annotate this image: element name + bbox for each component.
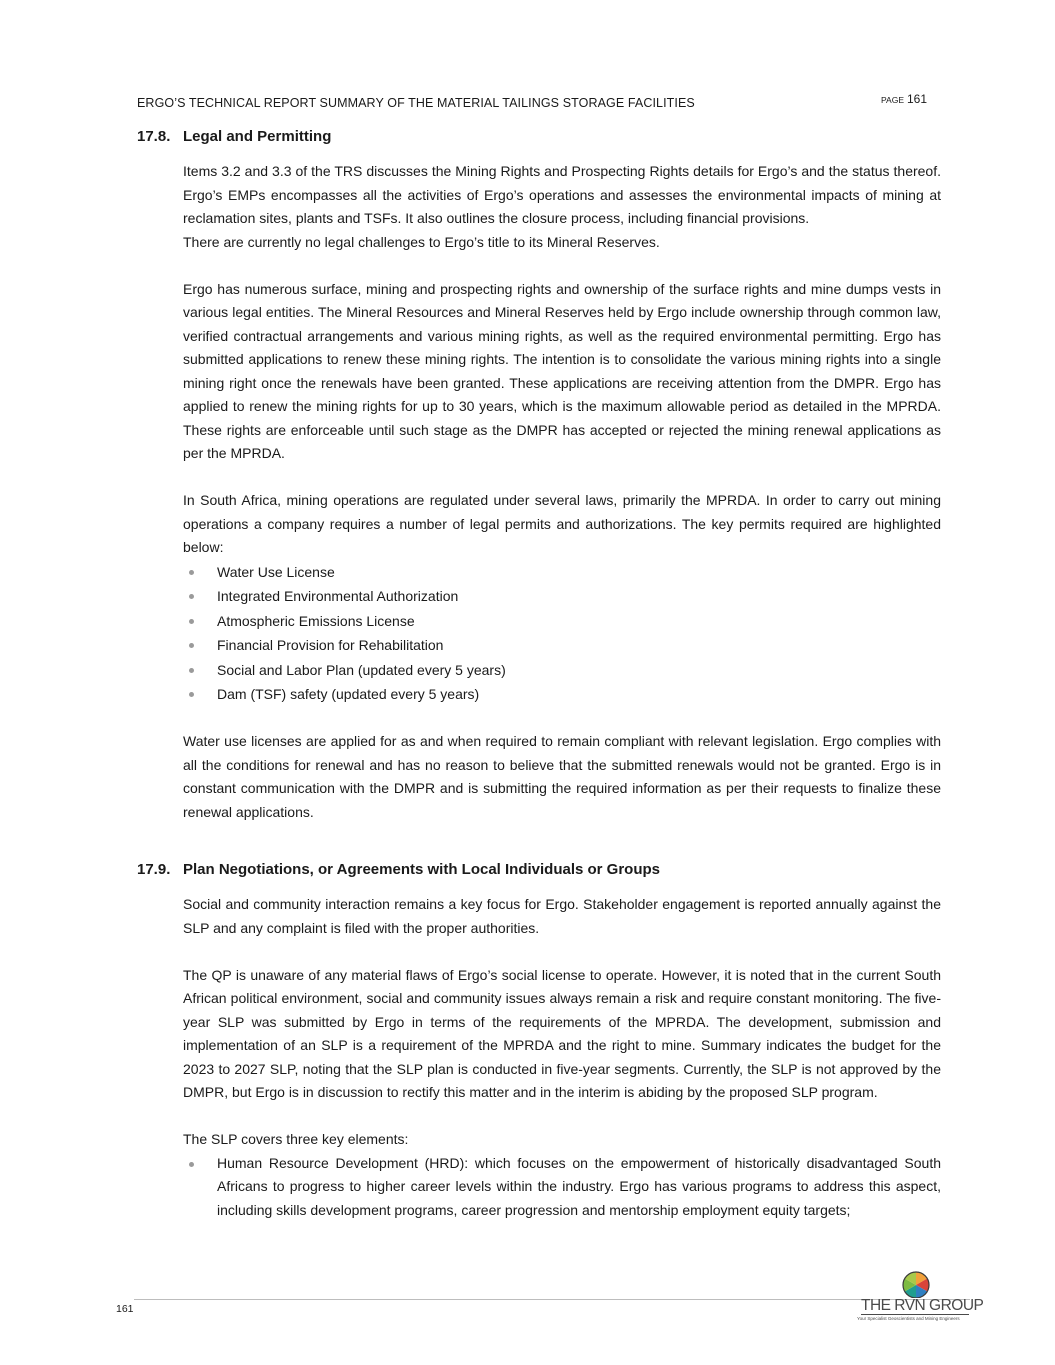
footer-divider [134, 1299, 970, 1300]
bullet-icon [189, 668, 194, 673]
bullet-icon [189, 619, 194, 624]
list-item: Water Use License [183, 560, 941, 585]
paragraph: Social and community interaction remains a key focus for Ergo. Stakeholder engagement is reported annually against the SLP and any complaint is filed with the proper authorities. [183, 896, 941, 936]
section-17-9-body [183, 893, 941, 1222]
logo-tagline: Your Specialist Geoscientists and Mining Engineers [857, 1316, 960, 1321]
section-heading-17-9 [137, 861, 660, 878]
list-item: Financial Provision for Rehabilitation [183, 633, 941, 658]
section-heading-17-8 [137, 128, 331, 145]
paragraph: The SLP covers three key elements: [183, 1131, 409, 1147]
list-item: Dam (TSF) safety (updated every 5 years) [183, 682, 941, 707]
logo-name: THE RVN GROUP [861, 1297, 984, 1314]
bullet-icon [189, 643, 194, 648]
section-number: 17.9. [137, 861, 171, 878]
section-number: 17.8. [137, 128, 171, 145]
section-17-8-body [183, 160, 941, 824]
paragraph: The QP is unaware of any material flaws of Ergo’s social license to operate. However, it is noted that in the current South African political environment, social and community issues always remain a risk and require constant monitoring. The five-year SLP was submitted by Ergo in terms of the requirements of the MPRDA. The development, submission and implementation of an SLP is a requirement of the MPRDA and the right to mine. Summary indicates the budget for the 2023 to 2027 SLP, noting that the SLP plan is conducted in five-year segments. Currently, the SLP is not approved by the DMPR, but Ergo is in discussion to rectify this matter and in the interim is abiding by the proposed SLP program. [183, 966, 941, 1100]
page-label-prefix: PAGE [881, 95, 904, 105]
logo-pinwheel-icon [855, 1268, 979, 1298]
list-item: Social and Labor Plan (updated every 5 years) [183, 658, 941, 683]
report-header-title: ERGO’S TECHNICAL REPORT SUMMARY OF THE MATERIAL TAILINGS STORAGE FACILITIES [137, 96, 695, 110]
permits-list [183, 560, 941, 707]
list-item: Integrated Environmental Authorization [183, 584, 941, 609]
bullet-icon [189, 1162, 194, 1167]
paragraph: Ergo has numerous surface, mining and prospecting rights and ownership of the surface rights and mine dumps vests in various legal entities. The Mineral Resources and Mineral Reserves held by Ergo include ownership through common law, verified contractual arrangements and various mining rights, as well as the required environmental permitting. Ergo has submitted applications to renew these mining rights. The intention is to consolidate the various mining rights into a single mining right once the renewals have been granted. These applications are receiving attention from the DMPR. Ergo has applied to renew the mining rights for up to 30 years, which is the maximum allowable period as detailed in the MPRDA. These rights are enforceable until such stage as the DMPR has accepted or rejected the mining renewal applications as per the MPRDA. [183, 280, 941, 461]
footer-page-number: 161 [116, 1303, 134, 1315]
paragraph: There are currently no legal challenges to Ergo’s title to its Mineral Reserves. [183, 233, 660, 250]
list-item: Human Resource Development (HRD): which focuses on the empowerment of historically disadvantaged South Africans to progress to higher career levels within the industry. Ergo has various programs to address this aspect, including skills development programs, career progression and mentorship employment equity targets; [183, 1152, 941, 1223]
list-item: Atmospheric Emissions License [183, 609, 941, 634]
bullet-icon [189, 570, 194, 575]
paragraph: Water use licenses are applied for as and when required to remain compliant with relevant legislation. Ergo complies with all the conditions for renewal and has no reason to believe that the submitted renewals would not be granted. Ergo is in constant communication with the DMPR and is submitting the required information as per their requests to finalize these renewal applications. [183, 733, 941, 820]
paragraph: Items 3.2 and 3.3 of the TRS discusses the Mining Rights and Prospecting Rights details for Ergo’s and the status thereof. Ergo’s EMPs encompasses all the activities of Ergo’s operations and assesses the environmental impacts of mining at reclamation sites, plants and TSFs. It also outlines the closure process, including financial provisions. [183, 163, 941, 226]
section-title: Plan Negotiations, or Agreements with Local Individuals or Groups [183, 861, 661, 878]
page-label-number: 161 [907, 92, 928, 106]
paragraph: In South Africa, mining operations are regulated under several laws, primarily the MPRDA. In order to carry out mining operations a company requires a number of legal permits and authorizations. The key permits required are highlighted below: [183, 492, 941, 555]
section-title: Legal and Permitting [183, 128, 332, 145]
rvn-group-logo [855, 1268, 984, 1324]
page-label [881, 92, 927, 106]
slp-elements-list [183, 1152, 941, 1223]
bullet-icon [189, 594, 194, 599]
bullet-icon [189, 692, 194, 697]
logo-underline [861, 1314, 969, 1315]
